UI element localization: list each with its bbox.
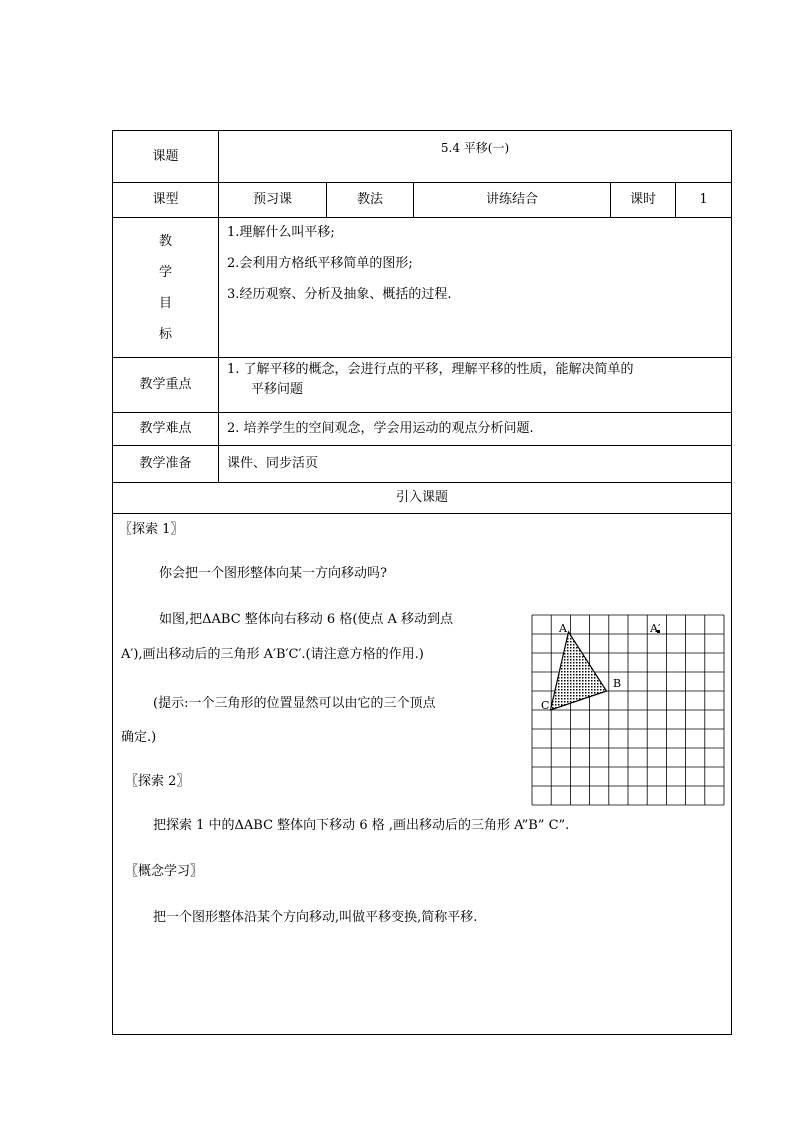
topic-value: 5.4 平移(一) — [219, 131, 732, 183]
intro-content-row — [113, 514, 732, 1035]
explore1-hint-line1: (提示:一个三角形的位置显然可以由它的三个顶点 — [153, 696, 436, 711]
concept-title: 〖概念学习〗 — [125, 864, 204, 879]
method-label: 教法 — [327, 183, 414, 218]
explore2-text: 把探索 1 中的ΔABC 整体向下移动 6 格 ,画出移动后的三角形 A”B” C”. — [153, 818, 570, 833]
intro-content — [113, 514, 732, 1035]
key-points-row — [113, 358, 732, 413]
grid-lines — [532, 615, 724, 805]
key-points-line1: 1. 了解平移的概念，会进行点的平移，理解平移的性质，能解决简单的 — [227, 362, 634, 377]
goals-label-char: 标 — [158, 326, 172, 342]
label-c: C — [541, 699, 550, 712]
explore1-title: 〖探索 1〗 — [119, 522, 184, 537]
explore1-hint-line2: 确定.) — [121, 730, 157, 745]
label-a: A — [559, 622, 567, 635]
goals-label — [113, 218, 219, 358]
explore1-question: 你会把一个图形整体向某一方向移动吗? — [159, 566, 387, 581]
topic-label: 课题 — [113, 131, 219, 183]
preparation-row — [113, 446, 732, 483]
preparation-label: 教学准备 — [113, 446, 219, 483]
translation-grid-figure — [531, 614, 725, 806]
key-points-text — [219, 358, 732, 413]
difficulty-text: 2. 培养学生的空间观念，学会用运动的观点分析问题. — [219, 413, 732, 446]
method-value: 讲练结合 — [414, 183, 611, 218]
difficulty-row — [113, 413, 732, 446]
lesson-plan-table — [112, 130, 732, 1035]
hours-label: 课时 — [611, 183, 676, 218]
explore1-paragraph-line2: A′),画出移动后的三角形 A′B′C′.(请注意方格的作用.) — [121, 647, 424, 662]
concept-text: 把一个图形整体沿某个方向移动,叫做平移变换,简称平移. — [153, 910, 478, 925]
preparation-text: 课件、同步活页 — [219, 446, 732, 483]
key-points-line2: 平移问题 — [251, 381, 304, 397]
intro-heading-row — [113, 483, 732, 514]
explore1-paragraph-line1: 如图,把ΔABC 整体向右移动 6 格(使点 A 移动到点 — [159, 612, 454, 627]
topic-row — [113, 131, 732, 183]
goals-label-char: 教 — [158, 233, 172, 249]
goals-label-char: 学 — [158, 264, 172, 280]
difficulty-label: 教学难点 — [113, 413, 219, 446]
goals-row — [113, 218, 732, 358]
explore2-title: 〖探索 2〗 — [125, 774, 190, 789]
type-row — [113, 183, 732, 218]
goals-list — [219, 218, 732, 358]
label-a-prime: A′ — [650, 622, 661, 635]
triangle-abc — [551, 632, 607, 710]
goal-item: 2.会利用方格纸平移简单的图形; — [227, 256, 413, 271]
type-value: 预习课 — [219, 183, 327, 218]
hours-value: 1 — [676, 183, 732, 218]
goal-item: 3.经历观察、分析及抽象、概括的过程. — [227, 287, 452, 302]
type-label: 课型 — [113, 183, 219, 218]
goals-label-char: 目 — [158, 295, 172, 311]
intro-heading: 引入课题 — [113, 483, 732, 514]
key-points-label: 教学重点 — [113, 358, 219, 413]
label-b: B — [613, 677, 622, 690]
goal-item: 1.理解什么叫平移; — [227, 225, 335, 240]
